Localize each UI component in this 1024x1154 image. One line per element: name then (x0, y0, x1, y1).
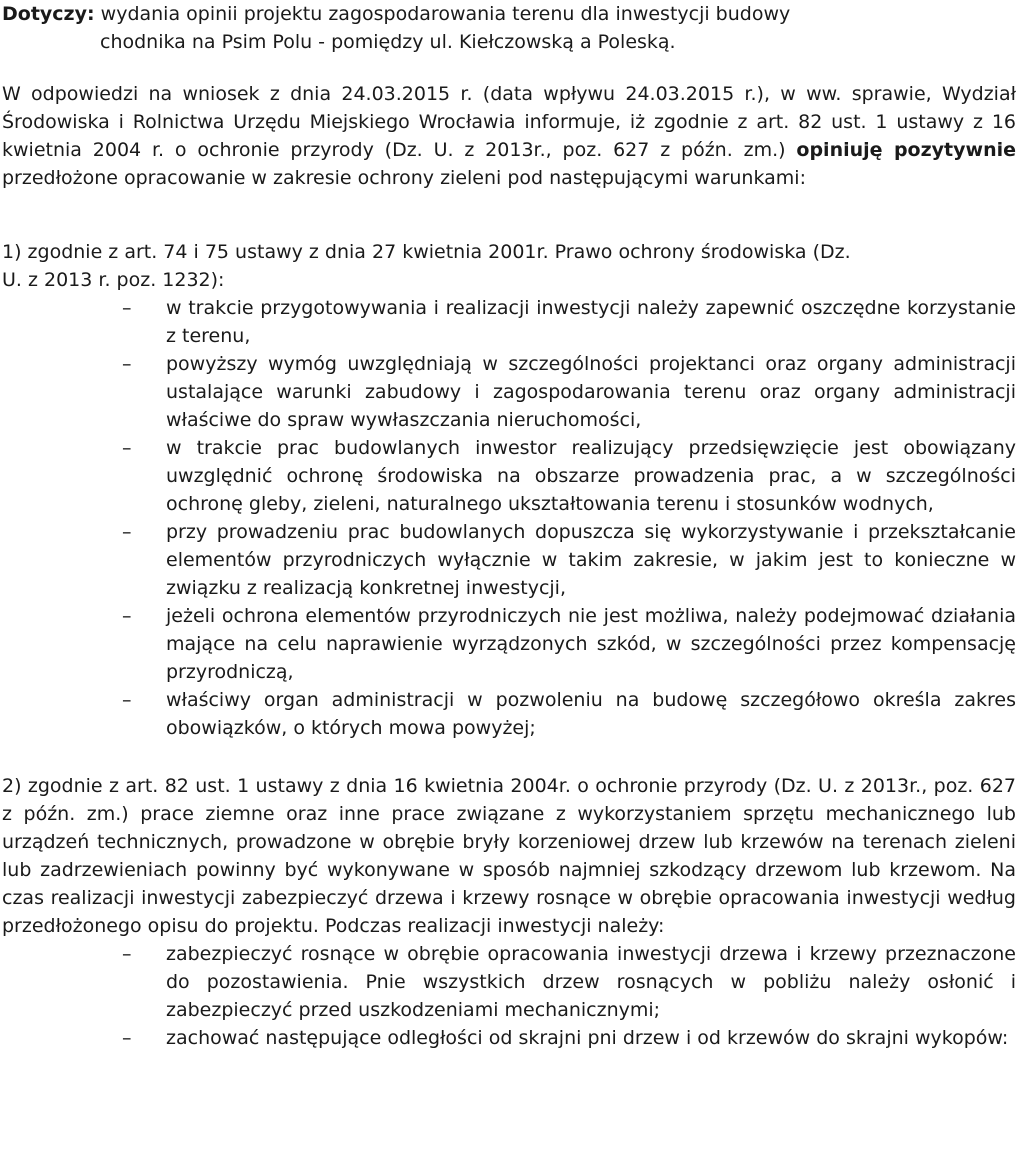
list-item: – przy prowadzeniu prac budowlanych dopuszcza się wykorzystywanie i przekształcanie elementów przyrodniczych wyłącznie w takim zakresie, w jakim jest to konieczne w związku z realizacją konkretnej inwestycji, (2, 518, 1016, 602)
subject-label: Dotyczy (2, 3, 87, 25)
subject-line-1: wydania opinii projektu zagospodarowania terenu dla inwestycji budowy (100, 3, 791, 25)
section-1 (2, 238, 1016, 742)
section-2-list (2, 940, 1016, 1052)
list-item: – zabezpieczyć rosnące w obrębie opracowania inwestycji drzewa i krzewy przeznaczone do pozostawienia. Pnie wszystkich drzew rosnących w pobliżu należy osłonić i zabezpieczyć przed uszkodzeniami mechanicznymi; (2, 940, 1016, 1024)
list-item: – właściwy organ administracji w pozwoleniu na budowę szczegółowo określa zakres obowiązków, o których mowa powyżej; (2, 686, 1016, 742)
subject-block: Dotyczy: wydania opinii projektu zagospodarowania terenu dla inwestycji budowy chodnika na Psim Polu - pomiędzy ul. Kiełczowską a Poleską. (2, 0, 1016, 56)
section-1-list (2, 294, 1016, 742)
intro-text-after: przedłożone opracowanie w zakresie ochrony zieleni pod następującymi warunkami: (2, 167, 806, 189)
list-item: – powyższy wymóg uwzględniają w szczególności projektanci oraz organy administracji ustalające warunki zabudowy i zagospodarowania terenu oraz organy administracji właściwe do spraw wywłaszczania nieruchomości, (2, 350, 1016, 434)
list-item: – zachować następujące odległości od skrajni pni drzew i od krzewów do skrajni wykopów: (2, 1024, 1016, 1052)
intro-paragraph (2, 80, 1016, 192)
list-item: – w trakcie prac budowlanych inwestor realizujący przedsięwzięcie jest obowiązany uwzględnić ochronę środowiska na obszarze prowadzenia prac, a w szczególności ochronę gleby, zieleni, naturalnego ukształtowania terenu i stosunków wodnych, (2, 434, 1016, 518)
list-item: – jeżeli ochrona elementów przyrodniczych nie jest możliwa, należy podejmować działania mające na celu naprawienie wyrządzonych szkód, w szczególności przez kompensację przyrodniczą, (2, 602, 1016, 686)
list-item: – w trakcie przygotowywania i realizacji inwestycji należy zapewnić oszczędne korzystanie z terenu, (2, 294, 1016, 350)
section-2-text: 2) zgodnie z art. 82 ust. 1 ustawy z dnia 16 kwietnia 2004r. o ochronie przyrody (Dz. U. z 2013r., poz. 627 z późn. zm.) prace ziemne oraz inne prace związane z wykorzystaniem sprzętu mechanicznego lub urządzeń technicznych, prowadzone w obrębie bryły korzeniowej drzew lub krzewów na terenach zieleni lub zadrzewieniach powinny być wykonywane w sposób najmniej szkodzący drzewom lub krzewom. Na czas realizacji inwestycji zabezpieczyć drzewa i krzewy rosnące w obrębie opracowania inwestycji według przedłożonego opisu do projektu. Podczas realizacji inwestycji należy: (2, 775, 1016, 937)
subject-line-2: chodnika na Psim Polu - pomiędzy ul. Kiełczowską a Poleską. (100, 31, 676, 53)
section-2 (2, 772, 1016, 1052)
section-1-heading-cont: U. z 2013 r. poz. 1232): (2, 269, 225, 291)
section-1-heading: 1) zgodnie z art. 74 i 75 ustawy z dnia 27 kwietnia 2001r. Prawo ochrony środowiska (Dz. (2, 241, 851, 263)
intro-text-before: W odpowiedzi na wniosek z dnia 24.03.2015 r. (data wpływu 24.03.2015 r.), w ww. sprawie, Wydział Środowiska i Rolnictwa Urzędu Miejskiego Wrocławia informuje, iż zgodnie z art. 82 ust. 1 ustawy z 16 kwietnia 2004 r. o ochronie przyrody (Dz. U. z 2013r., poz. 627 z późn. zm.) (2, 83, 1016, 161)
intro-bold-opinion: opiniuję pozytywnie (796, 139, 1017, 161)
